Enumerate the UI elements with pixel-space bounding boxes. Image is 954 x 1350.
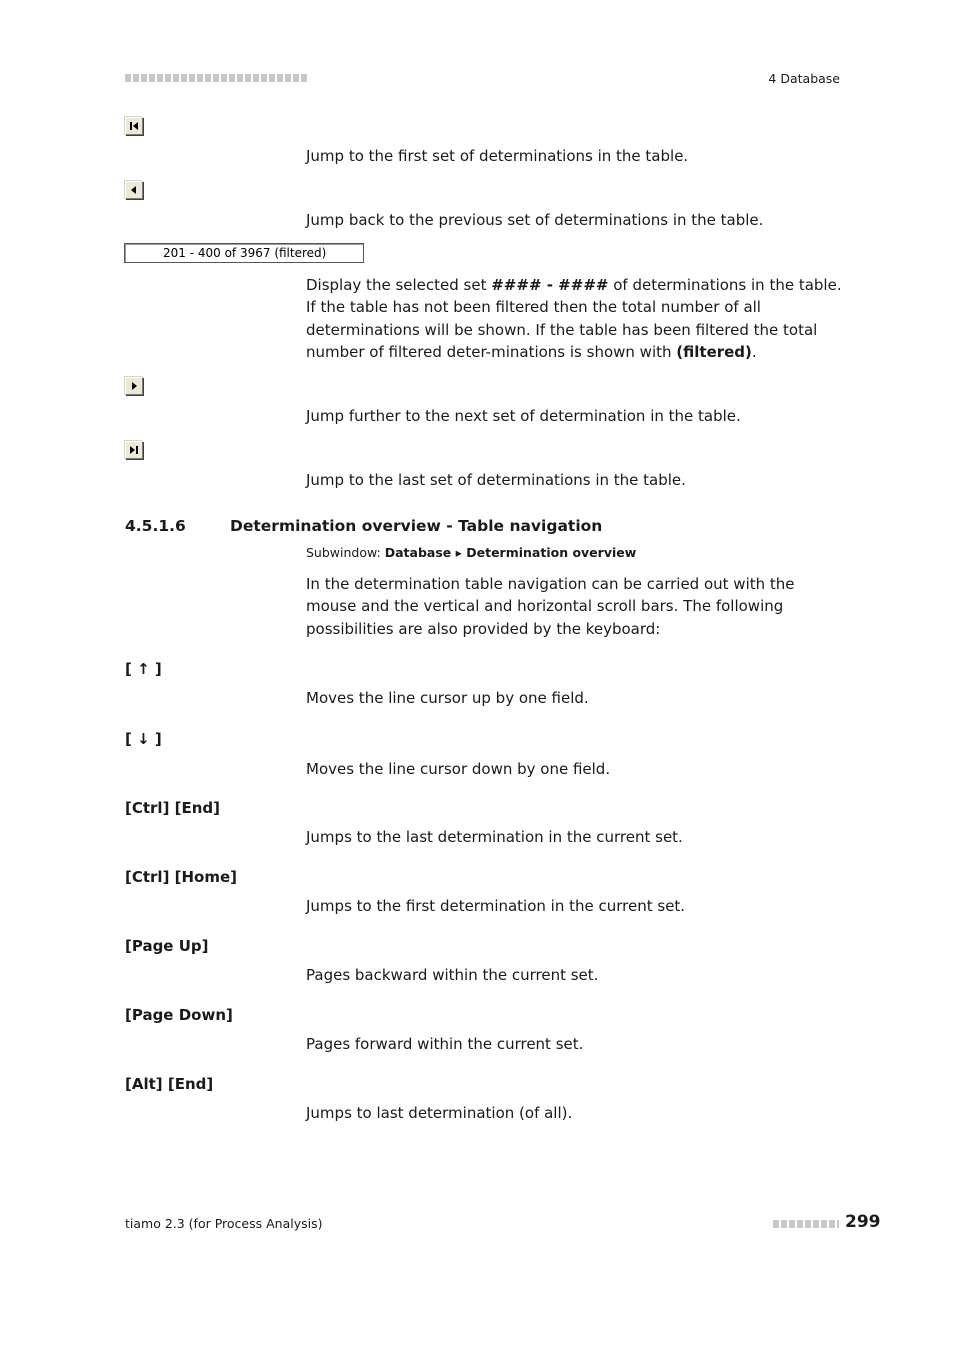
key-alt-end: [Alt] [End] <box>125 1075 214 1093</box>
page-number: 299 <box>845 1212 881 1232</box>
key-page-down: [Page Down] <box>125 1006 233 1024</box>
range-placeholder: #### - #### <box>491 276 609 294</box>
key-ctrl-end: [Ctrl] [End] <box>125 799 221 817</box>
chapter-title: 4 Database <box>768 71 840 86</box>
desc-text: of determinations in the table. If the table has not been filtered then the total number of all determinations will be shown. If the table has been filtered the total number of filtered deter-minations is shown with <box>306 276 842 362</box>
next-record-description: Jump further to the next set of determination in the table. <box>306 407 741 425</box>
key-ctrl-home: [Ctrl] [Home] <box>125 868 238 886</box>
header-decoration <box>125 74 307 82</box>
path-separator: ▸ <box>451 545 467 560</box>
previous-record-button[interactable] <box>125 181 143 199</box>
first-record-button[interactable] <box>125 117 143 135</box>
key-page-up-description: Pages backward within the current set. <box>306 966 599 984</box>
last-record-icon <box>128 445 140 455</box>
key-up: [ ↑ ] <box>125 660 162 678</box>
key-page-up: [Page Up] <box>125 937 209 955</box>
first-record-description: Jump to the first set of determinations in the table. <box>306 147 689 165</box>
next-record-icon <box>128 381 140 391</box>
key-down-description: Moves the line cursor down by one field. <box>306 760 611 778</box>
key-ctrl-home-description: Jumps to the first determination in the current set. <box>306 897 686 915</box>
last-record-button[interactable] <box>125 441 143 459</box>
footer-product: tiamo 2.3 (for Process Analysis) <box>125 1216 323 1231</box>
section-title: Determination overview - Table navigation <box>230 517 603 535</box>
section-number: 4.5.1.6 <box>125 517 186 535</box>
footer-decoration <box>773 1220 839 1228</box>
subwindow-path <box>306 545 636 560</box>
previous-record-icon <box>128 185 140 195</box>
section-intro: In the determination table navigation can be carried out with the mouse and the vertical and horizontal scroll bars. The following possibilities are also provided by the keyboard: <box>306 575 795 638</box>
filtered-label: (filtered) <box>676 343 752 362</box>
key-up-description: Moves the line cursor up by one field. <box>306 689 589 707</box>
record-range-display: 201 - 400 of 3967 (filtered) <box>124 243 364 263</box>
key-ctrl-end-description: Jumps to the last determination in the current set. <box>306 828 683 846</box>
subwindow-determination-overview: Determination overview <box>466 545 637 560</box>
next-record-button[interactable] <box>125 377 143 395</box>
subwindow-label: Subwindow: <box>306 545 385 560</box>
key-alt-end-description: Jumps to last determination (of all). <box>306 1104 573 1122</box>
previous-record-description: Jump back to the previous set of determinations in the table. <box>306 211 764 229</box>
record-range-description <box>306 274 846 364</box>
key-page-down-description: Pages forward within the current set. <box>306 1035 584 1053</box>
key-down: [ ↓ ] <box>125 730 162 748</box>
subwindow-database: Database <box>384 545 452 560</box>
last-record-description: Jump to the last set of determinations in the table. <box>306 471 686 489</box>
first-record-icon <box>128 121 140 131</box>
desc-text: . <box>751 343 757 362</box>
desc-text: Display the selected set <box>306 276 492 294</box>
